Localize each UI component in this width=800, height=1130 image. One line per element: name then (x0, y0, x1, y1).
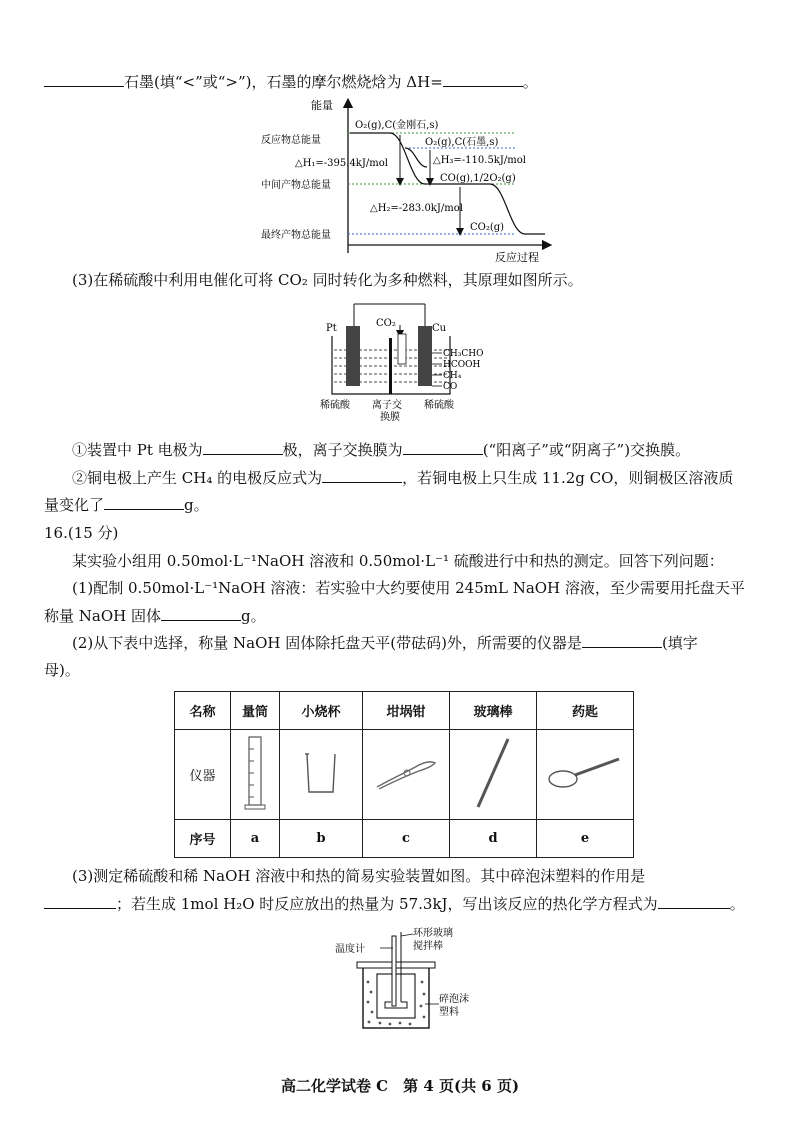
row-header-image: 仪器 (175, 730, 231, 820)
answer-blank[interactable] (658, 894, 730, 909)
foam-label-2: 塑料 (439, 1007, 459, 1018)
cu-label: Cu (432, 323, 447, 334)
y-axis-label: 能量 (311, 99, 333, 112)
name-cylinder: 量筒 (231, 692, 280, 730)
row-header-name: 名称 (175, 692, 231, 730)
code-c: c (363, 820, 450, 858)
code-b: b (280, 820, 363, 858)
membrane-label: 离子交 (372, 400, 402, 411)
q16-p3-cont: ；若生成 1mol H₂O 时反应放出的热量为 57.3kJ，写出该反应的热化学方程式为 。 (44, 894, 745, 914)
q16-p2-cont: 母)。 (44, 661, 80, 679)
beaker-image (280, 730, 363, 820)
code-d: d (450, 820, 537, 858)
code-a: a (231, 820, 280, 858)
x-axis-label: 反应过程 (495, 251, 539, 264)
q15-sub1: ①装置中 Pt 电极为 极，离子交换膜为 (“阳离子”或“阴离子”)交换膜。 (72, 441, 691, 459)
q15-part3: (3)在稀硫酸中利用电催化可将 CO₂ 同时转化为多种燃料，其原理如图所示。 (72, 271, 583, 289)
energy-diagram (255, 95, 555, 265)
answer-blank[interactable] (322, 468, 402, 483)
thermometer-label: 温度计 (335, 944, 365, 955)
q16-p2: (2)从下表中选择，称量 NaOH 固体除托盘天平(带砝码)外，所需要的仪器是 (填字 (72, 634, 698, 652)
acid-left-label: 稀硫酸 (320, 400, 350, 411)
name-spatula: 药匙 (537, 692, 634, 730)
product-hcooh: HCOOH (443, 360, 481, 370)
calorimeter-diagram (325, 922, 485, 1037)
species-top: O₂(g),C(金刚石,s) (355, 120, 439, 131)
q16-p1-cont: 称量 NaOH 固体 g。 (44, 607, 266, 625)
answer-blank[interactable] (44, 72, 124, 87)
cylinder-image (231, 730, 280, 820)
answer-blank[interactable] (203, 440, 283, 455)
code-e: e (537, 820, 634, 858)
q16-p1: (1)配制 0.50mol·L⁻¹NaOH 溶液：若实验中大约要使用 245mL NaOH 溶液，至少需要用托盘天平 (72, 579, 745, 597)
name-tongs: 坩埚钳 (363, 692, 450, 730)
species-co2: CO₂(g) (470, 222, 505, 233)
tongs-image (363, 730, 450, 820)
answer-blank[interactable] (403, 440, 483, 455)
dh1-label: △H₁=-395.4kJ/mol (295, 158, 388, 169)
name-glass-rod: 玻璃棒 (450, 692, 537, 730)
instrument-table (174, 691, 634, 858)
acid-right-label: 稀硫酸 (424, 400, 454, 411)
species-graphite: O₂(g),C(石墨,s) (425, 137, 499, 148)
q16-title: 16.(15 分) (44, 524, 119, 542)
level-reactants: 反应物总能量 (261, 135, 321, 146)
species-co: CO(g),1/2O₂(g) (440, 173, 516, 184)
level-final: 最终产物总能量 (261, 230, 331, 241)
spatula-image (537, 730, 634, 820)
q16-p3: (3)测定稀硫酸和稀 NaOH 溶液中和热的简易实验装置如图。其中碎泡沫塑料的作用是 (72, 867, 646, 885)
membrane-label-2: 换膜 (380, 412, 400, 423)
stirrer-label: 环形玻璃 (413, 928, 453, 939)
co2-label: CO₂ (376, 318, 396, 329)
pt-label: Pt (326, 323, 337, 334)
product-ch4: CH₄ (443, 371, 462, 381)
q16-intro: 某实验小组用 0.50mol·L⁻¹NaOH 溶液和 0.50mol·L⁻¹ 硫酸进行中和热的测定。回答下列问题： (72, 552, 724, 570)
answer-blank[interactable] (161, 606, 241, 621)
answer-blank[interactable] (443, 72, 523, 87)
page-footer: 高二化学试卷 C 第 4 页(共 6 页) (280, 1077, 520, 1095)
dh2-label: △H₂=-283.0kJ/mol (370, 203, 463, 214)
dh3-label: △H₃=-110.5kJ/mol (433, 155, 526, 166)
stirrer-label-2: 搅拌棒 (413, 941, 443, 952)
answer-blank[interactable] (44, 894, 116, 909)
product-ch3cho: CH₃CHO (443, 349, 484, 359)
q15-sub2-cont: 量变化了 g。 (44, 496, 209, 514)
answer-blank[interactable] (582, 633, 662, 648)
electrolysis-cell (320, 298, 490, 423)
glass-rod-image (450, 730, 537, 820)
foam-label: 碎泡沫 (439, 994, 469, 1005)
answer-blank[interactable] (104, 495, 184, 510)
name-beaker: 小烧杯 (280, 692, 363, 730)
row-header-code: 序号 (175, 820, 231, 858)
level-intermediate: 中间产物总能量 (261, 180, 331, 191)
q15-sub2: ②铜电极上产生 CH₄ 的电极反应式为 ，若铜电极上只生成 11.2g CO，则铜极区溶液质 (72, 469, 734, 487)
product-co: CO (443, 382, 458, 392)
q15-line1: 石墨(填“<”或“>”)，石墨的摩尔燃烧焓为 ΔH= 。 (44, 72, 538, 92)
